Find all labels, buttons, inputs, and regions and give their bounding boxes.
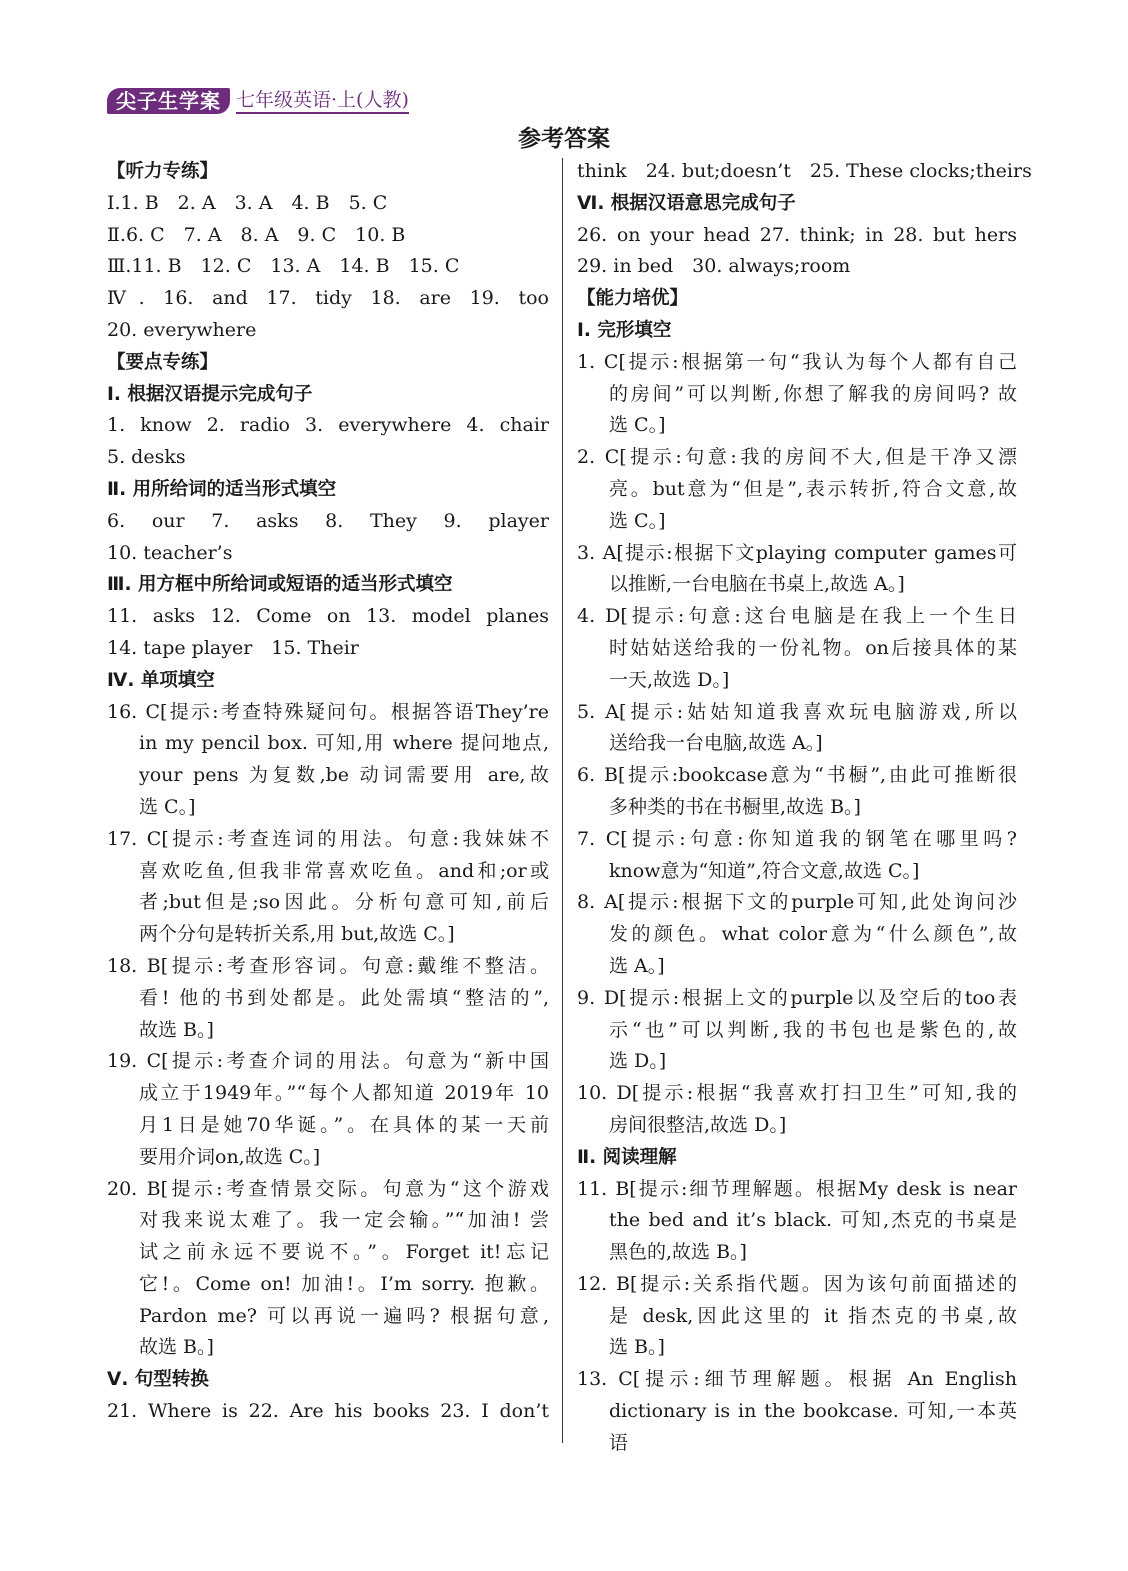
left-column xyxy=(107,156,549,1428)
answer-line: 月1日是她70华诞。”。在具体的某一天前 xyxy=(139,1113,549,1136)
book-header xyxy=(107,86,409,116)
answer-line: 10. D[提示:根据“我喜欢打扫卫生”可知,我的 xyxy=(577,1082,1017,1105)
answer-line: 20. everywhere xyxy=(107,318,257,341)
column-divider xyxy=(562,158,563,1443)
answer-line: 发的颜色。what color意为“什么颜色”,故 xyxy=(609,923,1017,946)
answer-line: think 24. but;doesn’t 25. These clocks;theirs xyxy=(577,160,1032,182)
answer-line: the bed and it’s black. 可知,杰克的书桌是 xyxy=(609,1209,1017,1232)
answer-line: 试之前永远不要说不。”。Forget it!忘记 xyxy=(139,1241,549,1264)
answer-line: 10. teacher’s xyxy=(107,541,233,564)
answer-line: 12. B[提示:关系指代题。因为该句前面描述的 xyxy=(577,1272,1017,1295)
answer-line: 14. tape player 15. Their xyxy=(107,636,359,659)
section-heading: Ⅲ. 用方框中所给词或短语的适当形式填空 xyxy=(107,574,453,596)
answer-line: 4. D[提示:句意:这台电脑是在我上一个生日 xyxy=(577,605,1017,628)
answer-line: dictionary is in the bookcase. 可知,一本英语 xyxy=(609,1400,1017,1454)
answer-line: 喜欢吃鱼,但我非常喜欢吃鱼。and和;or或 xyxy=(139,859,549,882)
answer-line: 选 C。] xyxy=(139,795,196,818)
answer-line: Ⅱ.6. C 7. A 8. A 9. C 10. B xyxy=(107,223,406,246)
answer-line: 多种类的书在书橱里,故选 B。] xyxy=(609,795,861,818)
answer-line: 17. C[提示:考查连词的用法。句意:我妹妹不 xyxy=(107,827,549,850)
section-heading: Ⅰ. 完形填空 xyxy=(577,319,672,341)
answer-line: 一天,故选 D。] xyxy=(609,668,730,691)
right-column xyxy=(577,156,1032,1454)
answer-line: 送给我一台电脑,故选 A。] xyxy=(609,732,823,755)
brand-logo: 尖子生学案 xyxy=(107,88,230,114)
answer-line: 以推断,一台电脑在书桌上,故选 A。] xyxy=(609,573,905,596)
answer-line: 3. A[提示:根据下文playing computer games可 xyxy=(577,541,1017,564)
answer-line: 8. A[提示:根据下文的purple可知,此处询问沙 xyxy=(577,891,1017,914)
section-heading: Ⅱ. 用所给词的适当形式填空 xyxy=(107,478,337,500)
answer-line: 的房间”可以判断,你想了解我的房间吗? 故 xyxy=(609,382,1017,405)
answer-line: 选 C。] xyxy=(609,509,666,532)
answer-line: 两个分句是转折关系,用 but,故选 C。] xyxy=(139,923,455,946)
answer-line: know意为“知道”,符合文意,故选 C。] xyxy=(609,859,920,882)
answer-line: 选 B。] xyxy=(609,1336,665,1359)
answer-line: 它!。Come on! 加油!。I’m sorry. 抱歉。 xyxy=(139,1272,549,1295)
answer-line: Ⅳ. 16. and 17. tidy 18. are 19. too xyxy=(107,287,549,310)
answer-line: 房间很整洁,故选 D。] xyxy=(609,1113,787,1136)
answer-line: Pardon me? 可以再说一遍吗? 根据句意, xyxy=(139,1304,549,1327)
page-title: 参考答案 xyxy=(518,126,610,152)
answer-line: 11. B[提示:细节理解题。根据My desk is near xyxy=(577,1177,1017,1200)
answer-line: 18. B[提示:考查形容词。句意:戴维不整洁。 xyxy=(107,954,549,977)
answer-line: 6. B[提示:bookcase意为“书橱”,由此可推断很 xyxy=(577,764,1017,787)
answer-line: Ⅰ.1. B 2. A 3. A 4. B 5. C xyxy=(107,191,388,214)
answer-line: your pens 为复数,be 动词需要用 are,故 xyxy=(139,764,549,787)
answer-line: 示“也”可以判断,我的书包也是紫色的,故 xyxy=(609,1018,1017,1041)
answer-line: 选 D。] xyxy=(609,1050,667,1073)
answer-line: 是 desk,因此这里的 it 指杰克的书桌,故 xyxy=(609,1304,1017,1327)
section-heading: Ⅵ. 根据汉语意思完成句子 xyxy=(577,192,796,214)
answer-line: 者;but但是;so因此。分析句意可知,前后 xyxy=(139,891,549,914)
answer-line: in my pencil box. 可知,用 where 提问地点, xyxy=(139,732,549,755)
section-heading: Ⅴ. 句型转换 xyxy=(107,1369,209,1391)
answer-line: 故选 B。] xyxy=(139,1018,214,1041)
answer-line: 6. our 7. asks 8. They 9. player xyxy=(107,509,549,532)
book-subtitle: 七年级英语·上(人教) xyxy=(236,88,409,114)
section-heading: Ⅱ. 阅读理解 xyxy=(577,1146,677,1168)
answer-line: 对我来说太难了。我一定会输。”“加油! 尝 xyxy=(139,1209,549,1232)
answer-line: 要用介词on,故选 C。] xyxy=(139,1145,321,1168)
answer-line: 9. D[提示:根据上文的purple以及空后的too表 xyxy=(577,986,1017,1009)
answer-line: Ⅲ.11. B 12. C 13. A 14. B 15. C xyxy=(107,255,460,278)
answer-line: 看! 他的书到处都是。此处需填“整洁的”, xyxy=(139,986,549,1009)
answer-line: 11. asks 12. Come on 13. model planes xyxy=(107,605,549,628)
section-heading: 【听力专练】 xyxy=(107,161,219,182)
answer-line: 16. C[提示:考查特殊疑问句。根据答语They’re xyxy=(107,700,549,723)
answer-line: 29. in bed 30. always;room xyxy=(577,255,851,278)
answer-line: 故选 B。] xyxy=(139,1336,214,1359)
section-heading: Ⅳ. 单项填空 xyxy=(107,669,215,691)
section-heading: 【能力培优】 xyxy=(577,288,689,310)
answer-line: 成立于1949年。”“每个人都知道 2019年 10 xyxy=(139,1082,549,1105)
answer-line: 1. C[提示:根据第一句“我认为每个人都有自己 xyxy=(577,350,1017,373)
answer-line: 5. A[提示:姑姑知道我喜欢玩电脑游戏,所以 xyxy=(577,700,1017,723)
answer-line: 19. C[提示:考查介词的用法。句意为“新中国 xyxy=(107,1050,549,1073)
answer-line: 时姑姑送给我的一份礼物。on后接具体的某 xyxy=(609,636,1017,659)
answer-line: 黑色的,故选 B。] xyxy=(609,1241,747,1264)
answer-line: 1. know 2. radio 3. everywhere 4. chair xyxy=(107,414,549,437)
answer-line: 2. C[提示:句意:我的房间不大,但是干净又漂 xyxy=(577,446,1017,469)
answer-line: 亮。but意为“但是”,表示转折,符合文意,故 xyxy=(609,477,1017,500)
answer-line: 20. B[提示:考查情景交际。句意为“这个游戏 xyxy=(107,1177,549,1200)
answer-line: 选 C。] xyxy=(609,414,666,437)
answer-line: 13. C[提示:细节理解题。根据 An English xyxy=(577,1368,1017,1391)
answer-line: 选 A。] xyxy=(609,954,665,977)
answer-line: 7. C[提示:句意:你知道我的钢笔在哪里吗? xyxy=(577,827,1017,850)
answer-line: 5. desks xyxy=(107,446,186,469)
answer-line: 21. Where is 22. Are his books 23. I don’t xyxy=(107,1400,549,1423)
section-heading: Ⅰ. 根据汉语提示完成句子 xyxy=(107,383,313,405)
answer-line: 26. on your head 27. think; in 28. but hers xyxy=(577,223,1017,246)
section-heading: 【要点专练】 xyxy=(107,351,219,373)
